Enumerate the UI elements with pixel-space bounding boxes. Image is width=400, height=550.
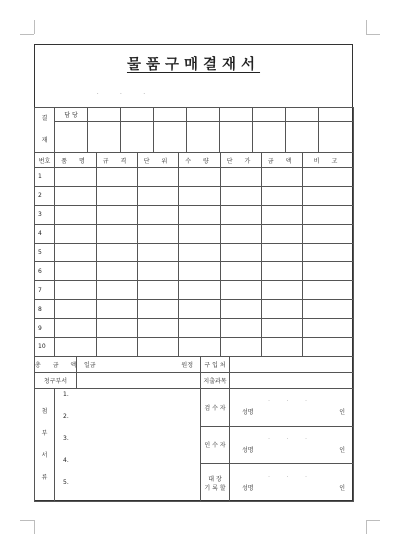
item-cell[interactable] bbox=[55, 281, 97, 300]
document-title: 물품구매결재서 bbox=[126, 57, 261, 73]
total-amount-label: 총 금 액 bbox=[35, 357, 77, 373]
purchase-approval-form bbox=[34, 44, 353, 501]
item-cell[interactable] bbox=[179, 243, 221, 262]
row-number: 8 bbox=[35, 300, 55, 319]
approval-sign-cell[interactable] bbox=[286, 122, 319, 153]
item-cell[interactable] bbox=[221, 224, 262, 243]
receiver-name-label: 성명 bbox=[242, 446, 254, 454]
item-cell[interactable] bbox=[303, 224, 354, 243]
crop-mark-tr-h bbox=[366, 34, 380, 35]
item-cell[interactable] bbox=[262, 262, 303, 281]
item-cell[interactable] bbox=[55, 186, 97, 205]
requesting-dept-field[interactable] bbox=[77, 373, 201, 389]
approval-sign-cell[interactable] bbox=[220, 122, 253, 153]
item-cell[interactable] bbox=[138, 205, 179, 224]
approval-table bbox=[34, 107, 354, 153]
inspector-name-label: 성명 bbox=[242, 409, 254, 417]
approval-header-cell[interactable] bbox=[88, 108, 121, 122]
expense-account-label: 지출과목 bbox=[201, 373, 230, 389]
item-cell[interactable] bbox=[221, 186, 262, 205]
item-cell[interactable] bbox=[97, 319, 138, 338]
item-cell[interactable] bbox=[97, 262, 138, 281]
ledger-recorder-label: 대 장 기 록 할 bbox=[201, 464, 230, 502]
table-row bbox=[35, 168, 354, 187]
item-cell[interactable] bbox=[55, 300, 97, 319]
table-row bbox=[35, 243, 354, 262]
item-cell[interactable] bbox=[97, 186, 138, 205]
approval-sign-cell[interactable] bbox=[187, 122, 220, 153]
table-row bbox=[35, 186, 354, 205]
table-row bbox=[35, 205, 354, 224]
crop-mark-br-v bbox=[366, 520, 367, 534]
receiver-label: 인 수 자 bbox=[201, 426, 230, 464]
item-cell[interactable] bbox=[262, 243, 303, 262]
item-cell[interactable] bbox=[303, 243, 354, 262]
approval-sign-cell[interactable] bbox=[253, 122, 286, 153]
table-row bbox=[35, 300, 354, 319]
item-cell[interactable] bbox=[262, 319, 303, 338]
item-cell[interactable] bbox=[138, 243, 179, 262]
item-cell[interactable] bbox=[138, 224, 179, 243]
attachments-list[interactable] bbox=[55, 389, 201, 502]
item-cell[interactable] bbox=[55, 338, 97, 357]
item-cell[interactable] bbox=[55, 168, 97, 187]
table-row bbox=[35, 319, 354, 338]
item-cell[interactable] bbox=[262, 224, 303, 243]
ledger-recorder-seal: 인 bbox=[339, 484, 345, 492]
item-cell[interactable] bbox=[138, 338, 179, 357]
item-cell[interactable] bbox=[221, 205, 262, 224]
requesting-dept-label: 청구부서 bbox=[35, 373, 77, 389]
attachments-signatures-table bbox=[34, 388, 354, 502]
item-cell[interactable] bbox=[221, 338, 262, 357]
receiver-signature[interactable] bbox=[230, 426, 354, 464]
crop-mark-tl-v bbox=[34, 20, 35, 34]
date-field[interactable]: · · · bbox=[97, 91, 155, 97]
table-row bbox=[35, 262, 354, 281]
attachments-vertical-label: 첨 부 서 류 bbox=[35, 389, 55, 502]
items-table bbox=[34, 152, 354, 357]
item-cell[interactable] bbox=[138, 281, 179, 300]
item-cell[interactable] bbox=[138, 319, 179, 338]
item-cell[interactable] bbox=[221, 319, 262, 338]
item-cell[interactable] bbox=[262, 168, 303, 187]
crop-mark-bl-h bbox=[20, 520, 34, 521]
approval-header-cell[interactable] bbox=[121, 108, 154, 122]
crop-mark-br-h bbox=[366, 520, 380, 521]
inspector-signature[interactable] bbox=[230, 389, 354, 427]
vendor-label: 구 입 처 bbox=[201, 357, 230, 373]
ledger-recorder-date: · · · bbox=[268, 473, 315, 479]
receiver-seal: 인 bbox=[339, 446, 345, 454]
item-cell[interactable] bbox=[97, 300, 138, 319]
approval-sign-cell[interactable] bbox=[154, 122, 187, 153]
item-cell[interactable] bbox=[97, 243, 138, 262]
item-cell[interactable] bbox=[97, 205, 138, 224]
item-cell[interactable] bbox=[221, 300, 262, 319]
item-cell[interactable] bbox=[55, 319, 97, 338]
approval-header-cell[interactable] bbox=[187, 108, 220, 122]
approval-sign-cell[interactable] bbox=[121, 122, 154, 153]
header-remarks: 비 고 bbox=[303, 153, 354, 168]
item-cell[interactable] bbox=[97, 168, 138, 187]
attachment-item-5[interactable]: 5. bbox=[63, 479, 69, 486]
item-cell[interactable] bbox=[303, 300, 354, 319]
approval-header-cell[interactable] bbox=[319, 108, 354, 122]
item-cell[interactable] bbox=[221, 281, 262, 300]
row-number: 7 bbox=[35, 281, 55, 300]
attachment-item-1[interactable]: 1. bbox=[63, 391, 69, 398]
row-number: 6 bbox=[35, 262, 55, 281]
item-cell[interactable] bbox=[138, 168, 179, 187]
item-cell[interactable] bbox=[179, 262, 221, 281]
approval-header-cell[interactable] bbox=[253, 108, 286, 122]
approval-row-label: 결 재 bbox=[35, 108, 55, 153]
header-quantity: 수 량 bbox=[179, 153, 221, 168]
row-number: 10 bbox=[35, 338, 55, 357]
table-row bbox=[35, 281, 354, 300]
vendor-field[interactable] bbox=[230, 357, 354, 373]
item-cell[interactable] bbox=[55, 224, 97, 243]
item-cell[interactable] bbox=[179, 319, 221, 338]
header-unit: 단 위 bbox=[138, 153, 179, 168]
item-cell[interactable] bbox=[262, 338, 303, 357]
item-cell[interactable] bbox=[303, 338, 354, 357]
crop-mark-tr-v bbox=[366, 20, 367, 34]
approval-header-staff: 담 당 bbox=[55, 108, 88, 122]
item-cell[interactable] bbox=[179, 168, 221, 187]
item-cell[interactable] bbox=[221, 168, 262, 187]
item-cell[interactable] bbox=[179, 300, 221, 319]
approval-sign-cell[interactable] bbox=[88, 122, 121, 153]
item-cell[interactable] bbox=[179, 186, 221, 205]
header-spec: 규 격 bbox=[97, 153, 138, 168]
inspector-label: 검 수 자 bbox=[201, 389, 230, 427]
approval-header-cell[interactable] bbox=[286, 108, 319, 122]
table-row bbox=[35, 338, 354, 357]
total-amount-field[interactable] bbox=[77, 357, 201, 373]
item-cell[interactable] bbox=[221, 243, 262, 262]
approval-sign-cell[interactable] bbox=[319, 122, 354, 153]
item-cell[interactable] bbox=[262, 186, 303, 205]
row-number: 9 bbox=[35, 319, 55, 338]
approval-header-cell[interactable] bbox=[220, 108, 253, 122]
table-row bbox=[35, 224, 354, 243]
crop-mark-bl-v bbox=[34, 520, 35, 534]
header-unit-price: 단 가 bbox=[221, 153, 262, 168]
item-cell[interactable] bbox=[303, 205, 354, 224]
attachment-item-4[interactable]: 4. bbox=[63, 457, 69, 464]
item-cell[interactable] bbox=[179, 338, 221, 357]
row-number: 4 bbox=[35, 224, 55, 243]
total-suffix: 원정 bbox=[181, 362, 193, 369]
item-cell[interactable] bbox=[303, 186, 354, 205]
item-cell[interactable] bbox=[55, 205, 97, 224]
inspector-date: · · · bbox=[268, 398, 315, 404]
total-prefix: 일금 bbox=[84, 362, 96, 369]
item-cell[interactable] bbox=[138, 262, 179, 281]
crop-mark-tl-h bbox=[20, 34, 34, 35]
approval-header-cell[interactable] bbox=[154, 108, 187, 122]
item-cell[interactable] bbox=[55, 243, 97, 262]
item-cell[interactable] bbox=[138, 300, 179, 319]
expense-account-field[interactable] bbox=[230, 373, 354, 389]
row-number: 5 bbox=[35, 243, 55, 262]
ledger-recorder-name-label: 성명 bbox=[242, 484, 254, 492]
item-cell[interactable] bbox=[97, 281, 138, 300]
row-number: 2 bbox=[35, 186, 55, 205]
item-cell[interactable] bbox=[303, 168, 354, 187]
attachment-item-3[interactable]: 3. bbox=[63, 435, 69, 442]
item-cell[interactable] bbox=[138, 186, 179, 205]
receiver-date: · · · bbox=[268, 435, 315, 441]
item-cell[interactable] bbox=[179, 224, 221, 243]
header-number: 번호 bbox=[35, 153, 55, 168]
header-amount: 금 액 bbox=[262, 153, 303, 168]
title-area bbox=[35, 45, 352, 107]
item-cell[interactable] bbox=[221, 262, 262, 281]
item-cell[interactable] bbox=[303, 319, 354, 338]
item-cell[interactable] bbox=[262, 205, 303, 224]
item-cell[interactable] bbox=[262, 300, 303, 319]
summary-table bbox=[34, 356, 354, 389]
row-number: 1 bbox=[35, 168, 55, 187]
item-cell[interactable] bbox=[179, 281, 221, 300]
header-item-name: 품 명 bbox=[55, 153, 97, 168]
item-cell[interactable] bbox=[303, 262, 354, 281]
item-cell[interactable] bbox=[262, 281, 303, 300]
item-cell[interactable] bbox=[179, 205, 221, 224]
attachment-item-2[interactable]: 2. bbox=[63, 413, 69, 420]
row-number: 3 bbox=[35, 205, 55, 224]
approval-sign-cell[interactable] bbox=[55, 122, 88, 153]
inspector-seal: 인 bbox=[339, 409, 345, 417]
item-cell[interactable] bbox=[55, 262, 97, 281]
item-cell[interactable] bbox=[97, 338, 138, 357]
item-cell[interactable] bbox=[303, 281, 354, 300]
item-cell[interactable] bbox=[97, 224, 138, 243]
ledger-recorder-signature[interactable] bbox=[230, 464, 354, 502]
